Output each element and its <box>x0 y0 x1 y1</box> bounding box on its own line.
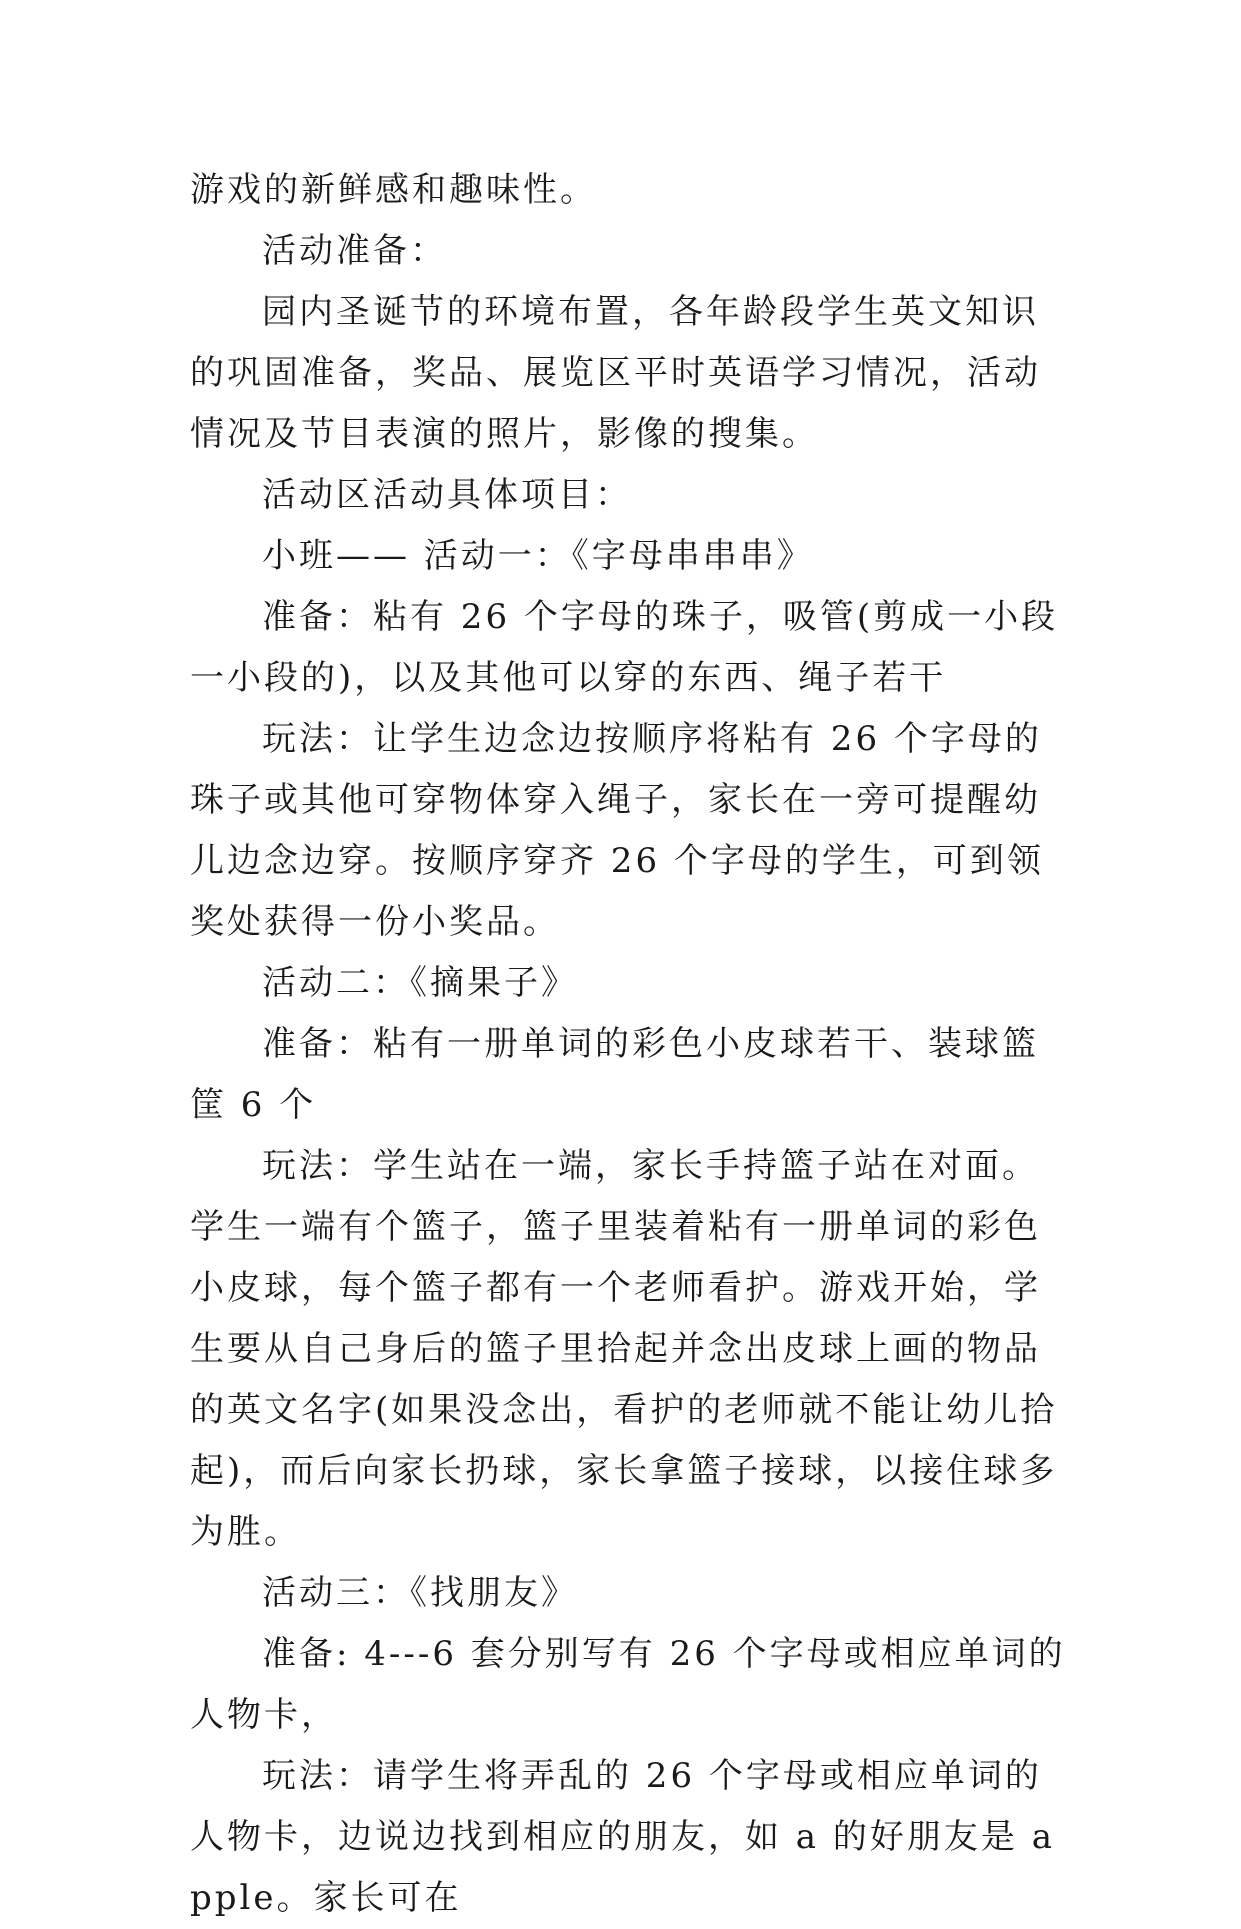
paragraph-activity-one-preparation: 准备：粘有 26 个字母的珠子，吸管(剪成一小段一小段的)，以及其他可以穿的东西、绳子若干 <box>190 597 1059 698</box>
heading-activity-two: 活动二：《摘果子》 <box>262 963 578 1003</box>
paragraph-preparation-details: 园内圣诞节的环境布置，各年龄段学生英文知识的巩固准备，奖品、展览区平时英语学习情况，活动情况及节目表演的照片，影像的搜集。 <box>190 292 1041 454</box>
paragraph-activity-two-rules: 玩法：学生站在一端，家长手持篮子站在对面。学生一端有个篮子，篮子里装着粘有一册单词的彩色小皮球，每个篮子都有一个老师看护。游戏开始，学生要从自己身后的篮子里拾起并念出皮球上画的物品的英文名字(如果没念出，看护的老师就不能让幼儿拾起)，而后向家长扔球，家长拿篮子接球，以接住球多为胜。 <box>190 1146 1058 1552</box>
paragraph-activity-three-preparation: 准备: 4---6 套分别写有 26 个字母或相应单词的人物卡， <box>190 1634 1066 1735</box>
paragraph-activity-two-preparation: 准备：粘有一册单词的彩色小皮球若干、装球篮筐 6 个 <box>190 1024 1039 1125</box>
paragraph-intro-end: 游戏的新鲜感和趣味性。 <box>190 170 597 210</box>
heading-activity-items: 活动区活动具体项目： <box>262 475 632 515</box>
paragraph-activity-one-rules: 玩法：让学生边念边按顺序将粘有 26 个字母的珠子或其他可穿物体穿入绳子，家长在一旁可提醒幼儿边念边穿。按顺序穿齐 26 个字母的学生，可到领奖处获得一份小奖品。 <box>190 719 1044 942</box>
paragraph-activity-three-rules: 玩法：请学生将弄乱的 26 个字母或相应单词的人物卡，边说边找到相应的朋友，如 a 的好朋友是 apple。家长可在 <box>190 1756 1055 1918</box>
heading-activity-preparation: 活动准备： <box>262 231 447 271</box>
document-body <box>190 160 1070 1929</box>
heading-activity-one: 小班—— 活动一：《字母串串串》 <box>262 536 814 576</box>
heading-activity-three: 活动三：《找朋友》 <box>262 1573 578 1613</box>
